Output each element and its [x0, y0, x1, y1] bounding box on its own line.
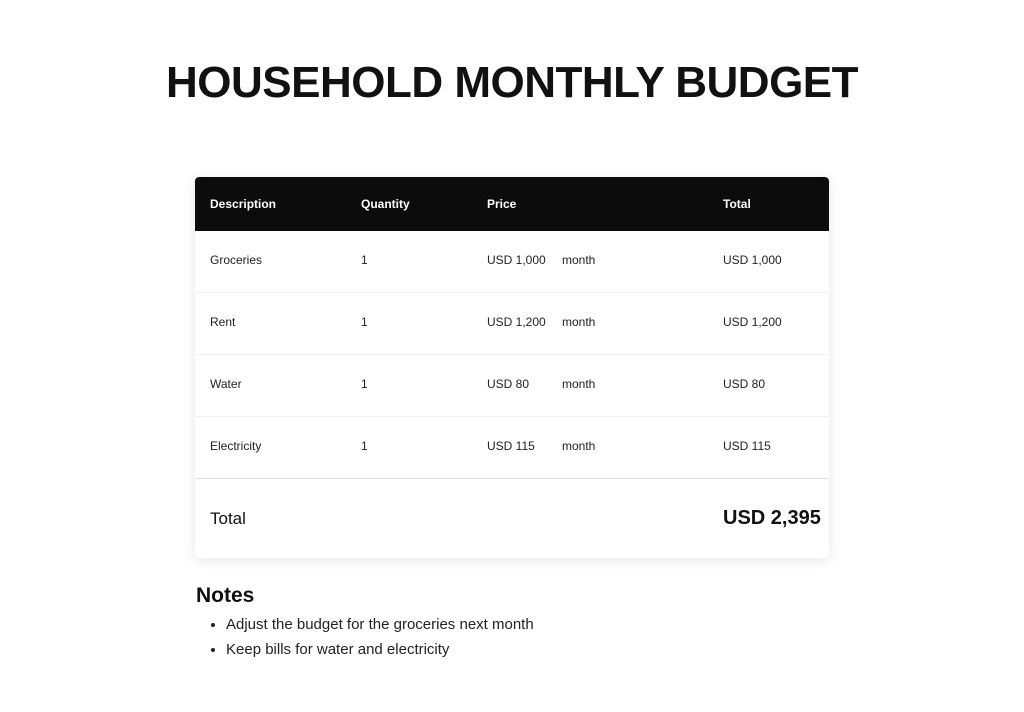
header-price: Price	[487, 197, 517, 211]
total-row	[195, 479, 829, 558]
row-description: Groceries	[210, 253, 263, 267]
header-description: Description	[210, 197, 277, 211]
note-item: • Adjust the budget for the groceries next month	[226, 612, 534, 637]
row-quantity: 1	[361, 315, 368, 329]
total-value: USD 2,395	[723, 507, 821, 529]
page-title: HOUSEHOLD MONTHLY BUDGET	[165, 58, 859, 107]
table-row-water	[195, 355, 829, 417]
row-description: Rent	[210, 315, 236, 329]
table-header	[195, 177, 829, 231]
table-row-electricity	[195, 417, 829, 479]
row-unit: month	[562, 439, 596, 453]
row-description: Water	[210, 377, 242, 391]
row-total: USD 115	[723, 439, 771, 453]
row-description: Electricity	[210, 439, 262, 453]
notes-list	[196, 612, 534, 662]
row-price: USD 115	[487, 439, 535, 453]
row-quantity: 1	[361, 439, 368, 453]
total-label: Total	[210, 509, 246, 528]
budget-table	[195, 177, 829, 558]
header-quantity: Quantity	[361, 197, 410, 211]
table-row-groceries	[195, 231, 829, 293]
notes-title: Notes	[196, 584, 255, 607]
row-price: USD 1,000	[487, 253, 546, 267]
note-item: • Keep bills for water and electricity	[226, 637, 534, 662]
row-unit: month	[562, 253, 596, 267]
row-quantity: 1	[361, 253, 368, 267]
row-unit: month	[562, 377, 596, 391]
row-unit: month	[562, 315, 596, 329]
row-price: USD 1,200	[487, 315, 546, 329]
row-total: USD 1,000	[723, 253, 782, 267]
table-row-rent	[195, 293, 829, 355]
header-total: Total	[723, 197, 751, 211]
row-total: USD 1,200	[723, 315, 782, 329]
row-price: USD 80	[487, 377, 530, 391]
row-quantity: 1	[361, 377, 368, 391]
row-total: USD 80	[723, 377, 766, 391]
